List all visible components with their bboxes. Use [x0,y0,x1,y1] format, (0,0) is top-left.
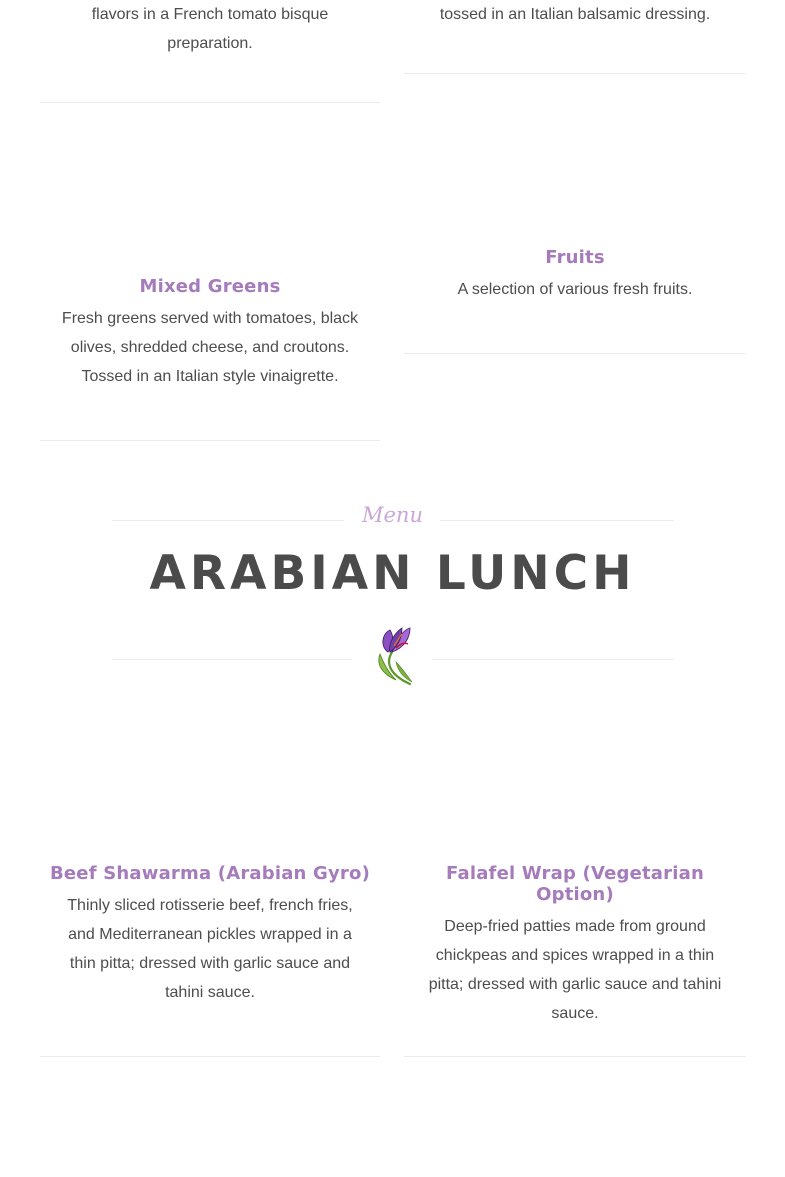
section-kicker: Menu [362,503,423,527]
item-description: Fresh greens served with tomatoes, black olives, shredded cheese, and croutons. Tossed in an Italian style vinaigrette. [61,310,359,385]
item-title: Mixed Greens [139,276,281,297]
item-description: Deep-fried patties made from ground chickpeas and spices wrapped in a thin pitta; dressed with garlic sauce and tahini sauce. [428,918,722,1022]
item-title: Falafel Wrap (Vegetarian Option) [446,863,704,905]
divider-line [40,440,380,441]
section-title: ARABIAN LUNCH [149,546,636,601]
divider-line [40,1056,380,1057]
item-title: Beef Shawarma (Arabian Gyro) [49,863,371,884]
divider-line [404,1056,746,1057]
menu-item-falafel-wrap [404,863,746,1028]
item-description: tossed in an Italian balsamic dressing. [439,6,711,23]
menu-item-mixed-greens [40,276,380,391]
flower-rule-right [432,659,674,660]
flower-rule-left [112,659,352,660]
divider-line [404,73,746,74]
divider-line [40,102,380,103]
menu-item-beef-shawarma [40,863,380,1007]
item-description: Thinly sliced rotisserie beef, french fries, and Mediterranean pickles wrapped in a thin pitta; dressed with garlic sauce and tahini sauce. [67,897,353,1001]
prev-right-item-description [404,0,746,29]
menu-item-fruits [404,247,746,304]
item-description: A selection of various fresh fruits. [457,281,693,298]
prev-left-item-description [40,0,380,58]
item-title: Fruits [545,247,605,268]
divider-line [404,353,746,354]
item-description: flavors in a French tomato bisque preparation. [91,6,329,52]
crocus-flower-icon [366,622,418,688]
